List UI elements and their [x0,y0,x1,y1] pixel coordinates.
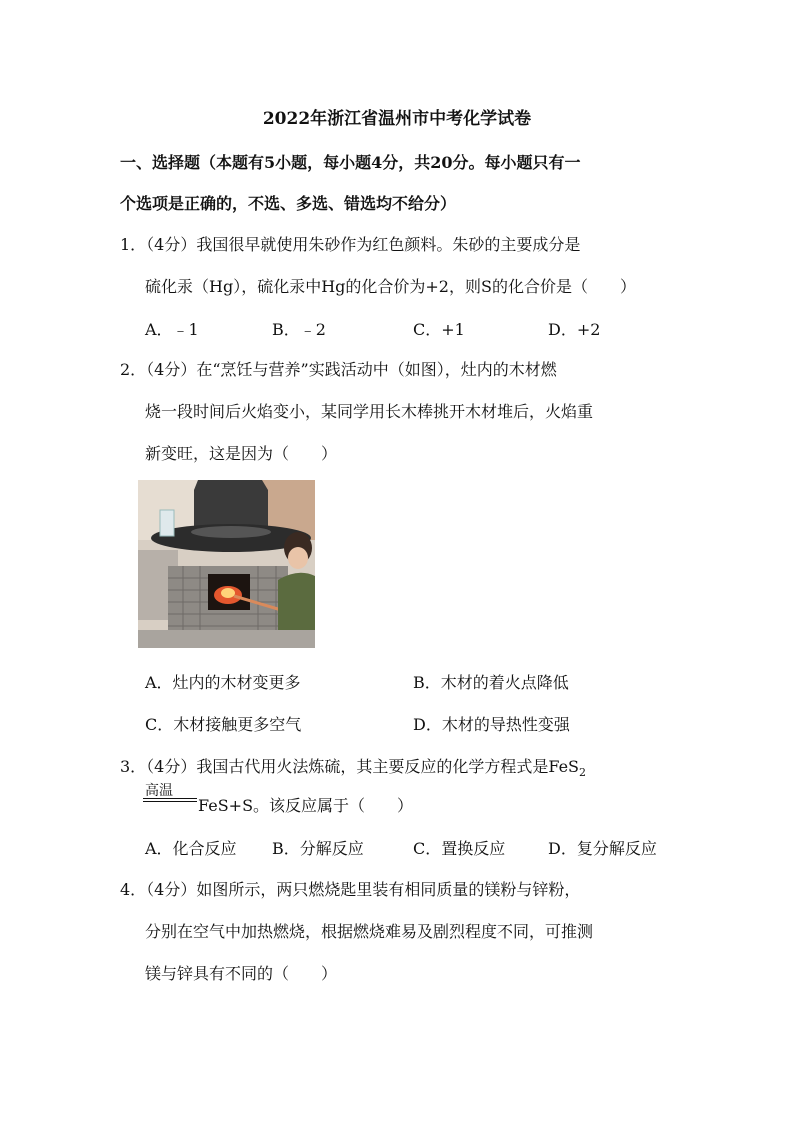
question-3-line1-text: 3．（4分）我国古代用火法炼硫，其主要反应的化学方程式是FeS [120,757,580,776]
q1-option-b: B．﹣2 [272,320,326,339]
q1-option-d: D．+2 [548,320,601,339]
q3-option-b: B．分解反应 [272,839,364,858]
question-3-line2: FeS+S。该反应属于（ ） [198,796,414,815]
question-4-line3: 镁与锌具有不同的（ ） [145,964,338,983]
q2-option-d: D．木材的导热性变强 [413,715,570,734]
q3-option-d: D．复分解反应 [548,839,657,858]
q3-option-c: C．置换反应 [413,839,506,858]
page-title: 2022年浙江省温州市中考化学试卷 [262,109,532,129]
reaction-arrow-line [143,801,197,802]
question-3-subscript: 2 [579,766,587,780]
q2-option-c: C．木材接触更多空气 [145,715,302,734]
question-3-line1 [120,754,586,779]
question-4-line2: 分别在空气中加热燃烧，根据燃烧难易及剧烈程度不同，可推测 [145,922,594,941]
q1-option-c: C．+1 [413,320,465,339]
question-1-line2: 硫化汞（Hg），硫化汞中Hg的化合价为+2，则S的化合价是（ ） [145,277,636,296]
q2-option-b: B．木材的着火点降低 [413,673,569,692]
reaction-condition: 高温 [145,783,173,799]
section-heading-line1: 一、选择题（本题有5小题，每小题4分，共20分。每小题只有一 [120,153,581,172]
reaction-arrow-line [143,798,197,799]
question-1-line1: 1．（4分）我国很早就使用朱砂作为红色颜料。朱砂的主要成分是 [120,235,581,254]
question-4-line1: 4．（4分）如图所示，两只燃烧匙里装有相同质量的镁粉与锌粉， [120,880,581,899]
question-2-line3: 新变旺，这是因为（ ） [145,444,338,463]
question-2-line2: 烧一段时间后火焰变小，某同学用长木棒挑开木材堆后，火焰重 [145,402,594,421]
q1-option-a: A．﹣1 [145,320,199,339]
section-heading-line2: 个选项是正确的，不选、多选、错选均不给分） [120,194,457,213]
q2-option-a: A．灶内的木材变更多 [145,673,301,692]
stove-photo [138,480,315,648]
question-2-line1: 2．（4分）在“烹饪与营养”实践活动中（如图），灶内的木材燃 [120,360,557,379]
q3-option-a: A．化合反应 [145,839,237,858]
